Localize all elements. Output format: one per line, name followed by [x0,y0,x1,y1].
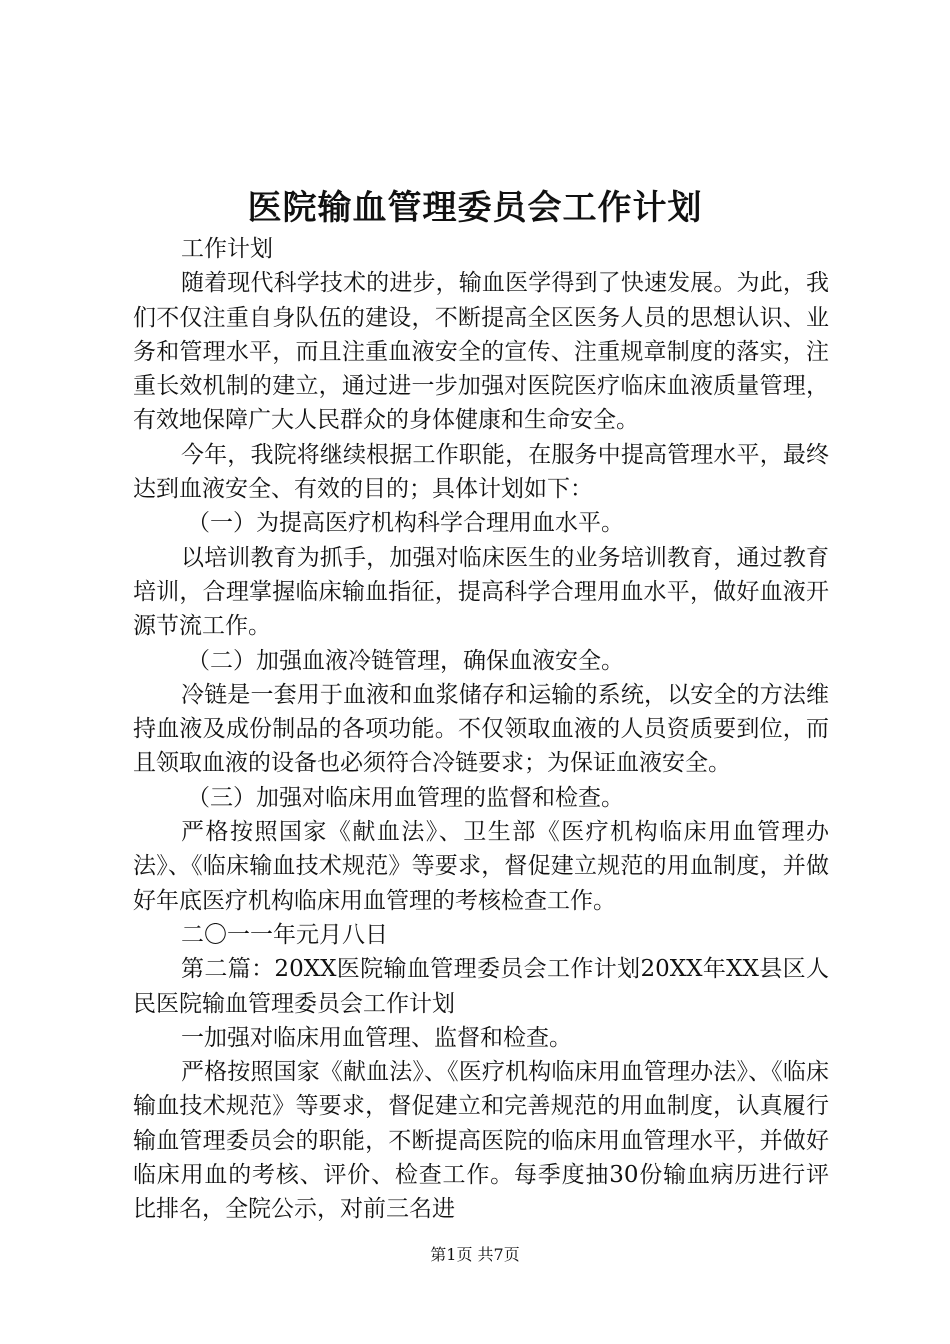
section-heading-3: （三）加强对临床用血管理的监督和检查。 [187,784,624,811]
section-heading-1: （一）为提高医疗机构科学合理用血水平。 [187,510,624,537]
paragraph-part-two-heading: 一加强对临床用血管理、监督和检查。 [181,1024,572,1051]
section-heading-2: （二）加强血液冷链管理，确保血液安全。 [187,647,624,674]
paragraph-plan-intro: 今年，我院将继续根据工作职能，在服务中提高管理水平，最终达到血液安全、有效的目的；具体计划如下： [133,441,829,503]
paragraph-date: 二〇一一年元月八日 [181,921,388,948]
paragraph-part-two-body: 严格按照国家《献血法》、《医疗机构临床用血管理办法》、《临床输血技术规范》等要求，督促建立和完善规范的用血制度，认真履行输血管理委员会的职能，不断提高医院的临床用血管理水平，并做好临床用血的考核、评价、检查工作。每季度抽30份输血病历进行评比排名，全院公示，对前三名进 [133,1059,829,1223]
paragraph-heading: 工作计划 [181,236,273,262]
paragraph-part-two-title: 第二篇：20XX医院输血管理委员会工作计划20XX年XX县区人民医院输血管理委员会工作计划 [133,956,829,1017]
paragraph-section-1: 以培训教育为抓手，加强对临床医生的业务培训教育，通过教育培训，合理掌握临床输血指征，提高科学合理用血水平，做好血液开源节流工作。 [133,544,829,640]
document-title: 医院输血管理委员会工作计划 [247,188,703,228]
paragraph-section-2: 冷链是一套用于血液和血浆储存和运输的系统，以安全的方法维持血液及成份制品的各项功能。不仅领取血液的人员资质要到位，而且领取血液的设备也必须符合冷链要求；为保证血液安全。 [133,681,829,777]
paragraph-intro: 随着现代科学技术的进步，输血医学得到了快速发展。为此，我们不仅注重自身队伍的建设，不断提高全区医务人员的思想认识、业务和管理水平，而且注重血液安全的宣传、注重规章制度的落实，注重长效机制的建立，通过进一步加强对医院医疗临床血液质量管理，有效地保障广大人民群众的身体健康和生命安全。 [133,270,829,434]
page-footer: 第1页 共7页 [430,1245,520,1264]
document-body [133,232,829,1227]
paragraph-section-3: 严格按照国家《献血法》、卫生部《医疗机构临床用血管理办法》、《临床输血技术规范》等要求，督促建立规范的用血制度，并做好年底医疗机构临床用血管理的考核检查工作。 [133,819,829,914]
